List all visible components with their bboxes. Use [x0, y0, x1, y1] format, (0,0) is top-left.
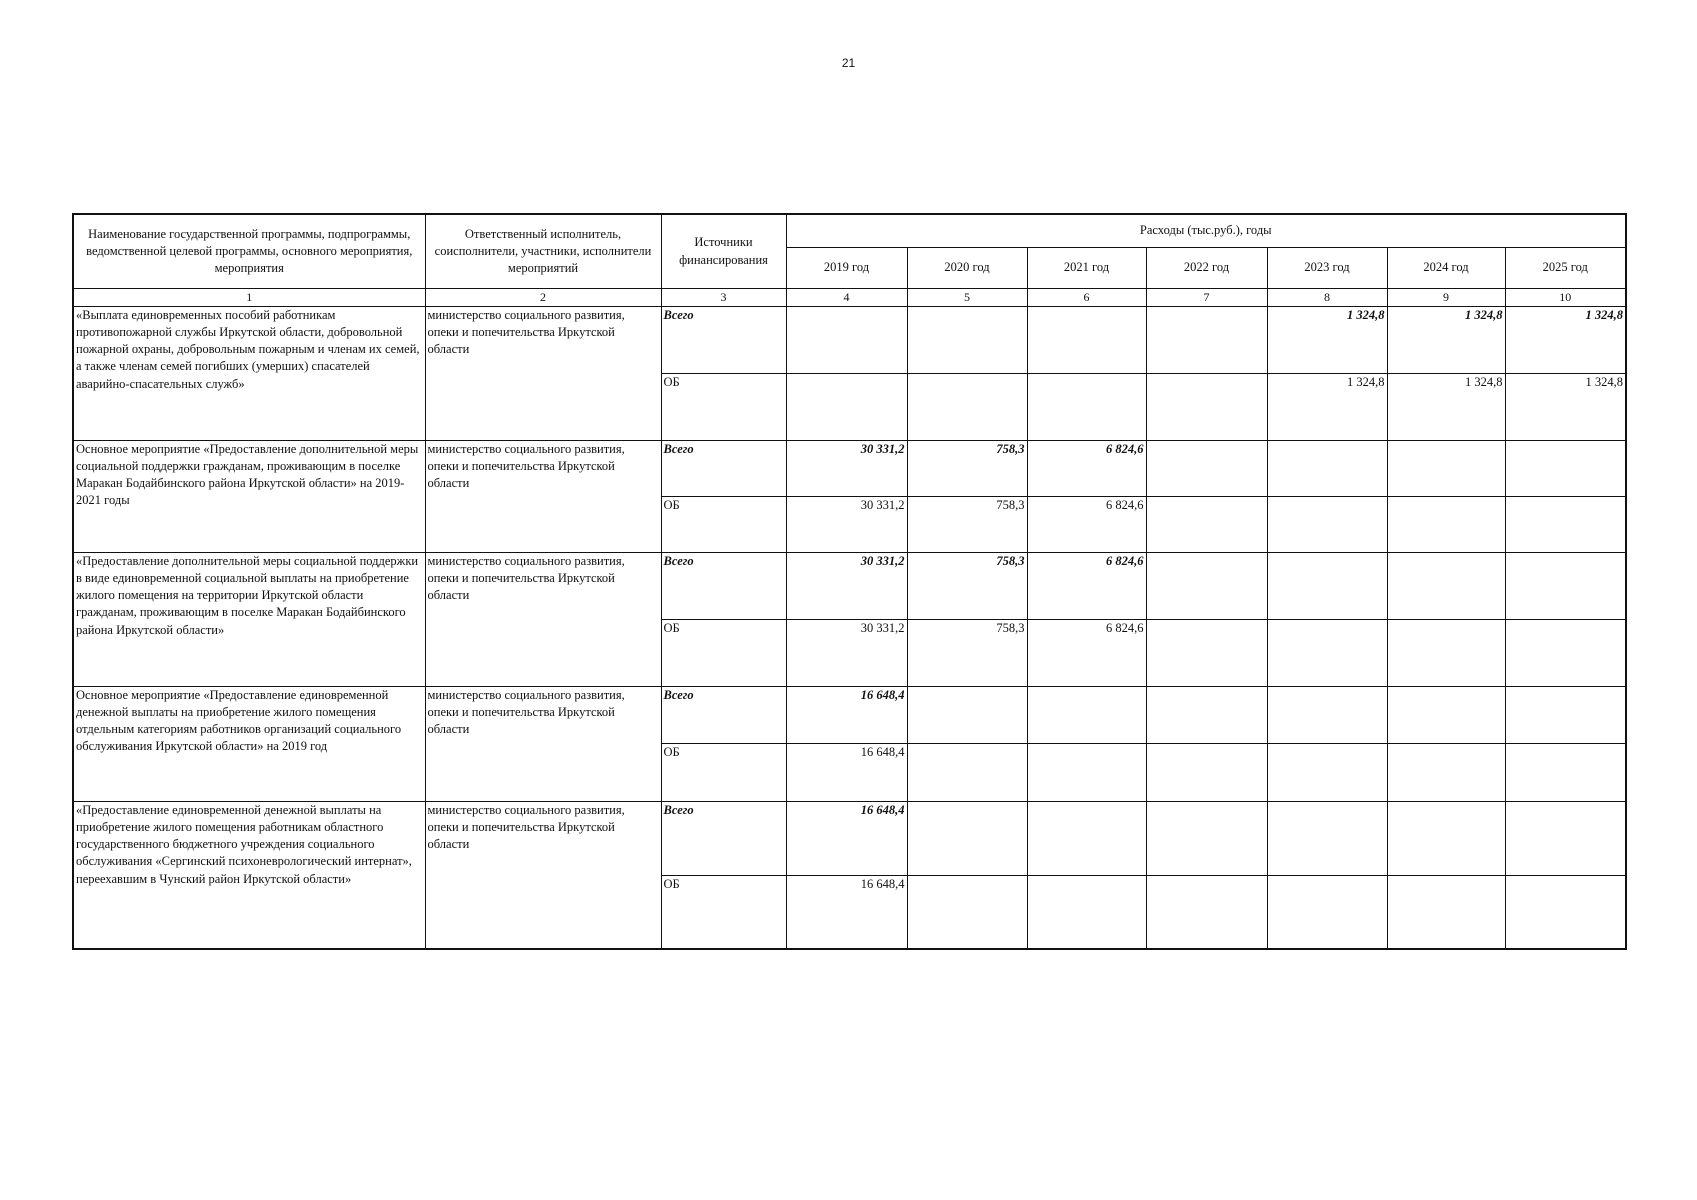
- value-cell: [907, 875, 1027, 949]
- source-total-label: Всего: [661, 686, 786, 743]
- value-cell: 1 324,8: [1267, 373, 1387, 440]
- executor: министерство социального развития, опеки и попечительства Иркутской области: [425, 552, 661, 686]
- value-cell: 30 331,2: [786, 496, 907, 552]
- value-cell: [1267, 743, 1387, 801]
- value-cell: [1387, 875, 1505, 949]
- value-cell: [1146, 496, 1267, 552]
- header-year: 2024 год: [1387, 248, 1505, 289]
- program-name: «Предоставление единовременной денежной выплаты на приобретение жилого помещения работникам областного государственного бюджетного учреждения социального обслуживания «Сергинский психоневрологический интернат», переехавшим в Чунский район Иркутской области»: [73, 801, 425, 949]
- value-cell: [907, 306, 1027, 373]
- header-year: 2019 год: [786, 248, 907, 289]
- value-cell: 30 331,2: [786, 619, 907, 686]
- value-cell: [1505, 619, 1626, 686]
- value-cell: [1387, 801, 1505, 875]
- value-cell: [1146, 440, 1267, 496]
- header-name: Наименование государственной программы, подпрограммы, ведомственной целевой программы, основного мероприятия, мероприятия: [73, 214, 425, 289]
- table-row: [73, 686, 1626, 743]
- program-name: Основное мероприятие «Предоставление дополнительной меры социальной поддержки гражданам, проживающим в поселке Маракан Бодайбинского района Иркутской области» на 2019-2021 годы: [73, 440, 425, 552]
- value-cell: [1387, 552, 1505, 619]
- program-name: «Выплата единовременных пособий работникам противопожарной службы Иркутской области, добровольной пожарной охраны, добровольным пожарным и членам их семей, а также членам семей погибших (умерших) спасателей аварийно-спасательных служб»: [73, 306, 425, 440]
- column-number: 1: [73, 289, 425, 307]
- value-cell: [1146, 306, 1267, 373]
- value-cell: [1267, 619, 1387, 686]
- column-number: 6: [1027, 289, 1146, 307]
- executor: министерство социального развития, опеки и попечительства Иркутской области: [425, 306, 661, 440]
- column-number: 9: [1387, 289, 1505, 307]
- value-cell: [1505, 686, 1626, 743]
- source-total-label: Всего: [661, 440, 786, 496]
- table-row: [73, 552, 1626, 619]
- executor: министерство социального развития, опеки и попечительства Иркутской области: [425, 440, 661, 552]
- program-name: Основное мероприятие «Предоставление единовременной денежной выплаты на приобретение жилого помещения отдельным категориям работников организаций социального обслуживания Иркутской области» на 2019 год: [73, 686, 425, 801]
- source-total-label: Всего: [661, 801, 786, 875]
- column-number: 5: [907, 289, 1027, 307]
- value-cell: [1387, 619, 1505, 686]
- header-year: 2022 год: [1146, 248, 1267, 289]
- column-number: 2: [425, 289, 661, 307]
- value-cell: [907, 743, 1027, 801]
- value-cell: [1387, 496, 1505, 552]
- executor: министерство социального развития, опеки и попечительства Иркутской области: [425, 801, 661, 949]
- value-cell: [1505, 743, 1626, 801]
- budget-table: [72, 213, 1627, 950]
- value-cell: [1027, 306, 1146, 373]
- header-year: 2021 год: [1027, 248, 1146, 289]
- header-year: 2020 год: [907, 248, 1027, 289]
- value-cell: 16 648,4: [786, 743, 907, 801]
- value-cell: 6 824,6: [1027, 440, 1146, 496]
- table-row: [73, 801, 1626, 875]
- value-cell: [1267, 496, 1387, 552]
- page-number: 21: [841, 56, 856, 70]
- value-cell: 30 331,2: [786, 552, 907, 619]
- value-cell: 758,3: [907, 496, 1027, 552]
- value-cell: [1505, 496, 1626, 552]
- value-cell: [907, 373, 1027, 440]
- value-cell: [1027, 373, 1146, 440]
- value-cell: 6 824,6: [1027, 619, 1146, 686]
- value-cell: [1146, 743, 1267, 801]
- value-cell: [1146, 552, 1267, 619]
- header-expenses: Расходы (тыс.руб.), годы: [786, 214, 1626, 248]
- value-cell: 758,3: [907, 440, 1027, 496]
- column-number: 4: [786, 289, 907, 307]
- header-executor: Ответственный исполнитель, соисполнители, участники, исполнители мероприятий: [425, 214, 661, 289]
- header-source: Источники финансирования: [661, 214, 786, 289]
- value-cell: [1505, 801, 1626, 875]
- column-number: 10: [1505, 289, 1626, 307]
- value-cell: [1146, 875, 1267, 949]
- program-name: «Предоставление дополнительной меры социальной поддержки в виде единовременной социальной выплаты на приобретение жилого помещения на территории Иркутской области гражданам, проживающим в поселке Маракан Бодайбинского района Иркутской области»: [73, 552, 425, 686]
- value-cell: [1027, 875, 1146, 949]
- value-cell: [1027, 801, 1146, 875]
- value-cell: 30 331,2: [786, 440, 907, 496]
- source-ob-label: ОБ: [661, 619, 786, 686]
- value-cell: [1505, 440, 1626, 496]
- source-ob-label: ОБ: [661, 496, 786, 552]
- value-cell: 758,3: [907, 619, 1027, 686]
- value-cell: [1505, 552, 1626, 619]
- column-number: 7: [1146, 289, 1267, 307]
- value-cell: 1 324,8: [1387, 373, 1505, 440]
- value-cell: [1027, 743, 1146, 801]
- table-row: [73, 440, 1626, 496]
- executor: министерство социального развития, опеки и попечительства Иркутской области: [425, 686, 661, 801]
- header-year: 2023 год: [1267, 248, 1387, 289]
- value-cell: [1267, 875, 1387, 949]
- value-cell: [1027, 686, 1146, 743]
- column-number: 3: [661, 289, 786, 307]
- value-cell: [1267, 552, 1387, 619]
- value-cell: 1 324,8: [1505, 373, 1626, 440]
- value-cell: [1267, 801, 1387, 875]
- value-cell: 758,3: [907, 552, 1027, 619]
- value-cell: [1267, 686, 1387, 743]
- value-cell: [1387, 743, 1505, 801]
- value-cell: 6 824,6: [1027, 552, 1146, 619]
- value-cell: [907, 801, 1027, 875]
- source-total-label: Всего: [661, 552, 786, 619]
- value-cell: 1 324,8: [1387, 306, 1505, 373]
- value-cell: 16 648,4: [786, 875, 907, 949]
- value-cell: [1146, 373, 1267, 440]
- value-cell: [1146, 686, 1267, 743]
- value-cell: [1387, 686, 1505, 743]
- source-ob-label: ОБ: [661, 373, 786, 440]
- value-cell: [1146, 619, 1267, 686]
- header-year: 2025 год: [1505, 248, 1626, 289]
- value-cell: [1267, 440, 1387, 496]
- value-cell: 1 324,8: [1267, 306, 1387, 373]
- value-cell: 1 324,8: [1505, 306, 1626, 373]
- source-ob-label: ОБ: [661, 743, 786, 801]
- value-cell: [786, 306, 907, 373]
- source-ob-label: ОБ: [661, 875, 786, 949]
- value-cell: [1146, 801, 1267, 875]
- value-cell: [1505, 875, 1626, 949]
- value-cell: [907, 686, 1027, 743]
- value-cell: 16 648,4: [786, 686, 907, 743]
- value-cell: [786, 373, 907, 440]
- table-row: [73, 306, 1626, 373]
- source-total-label: Всего: [661, 306, 786, 373]
- column-number: 8: [1267, 289, 1387, 307]
- value-cell: 16 648,4: [786, 801, 907, 875]
- value-cell: 6 824,6: [1027, 496, 1146, 552]
- value-cell: [1387, 440, 1505, 496]
